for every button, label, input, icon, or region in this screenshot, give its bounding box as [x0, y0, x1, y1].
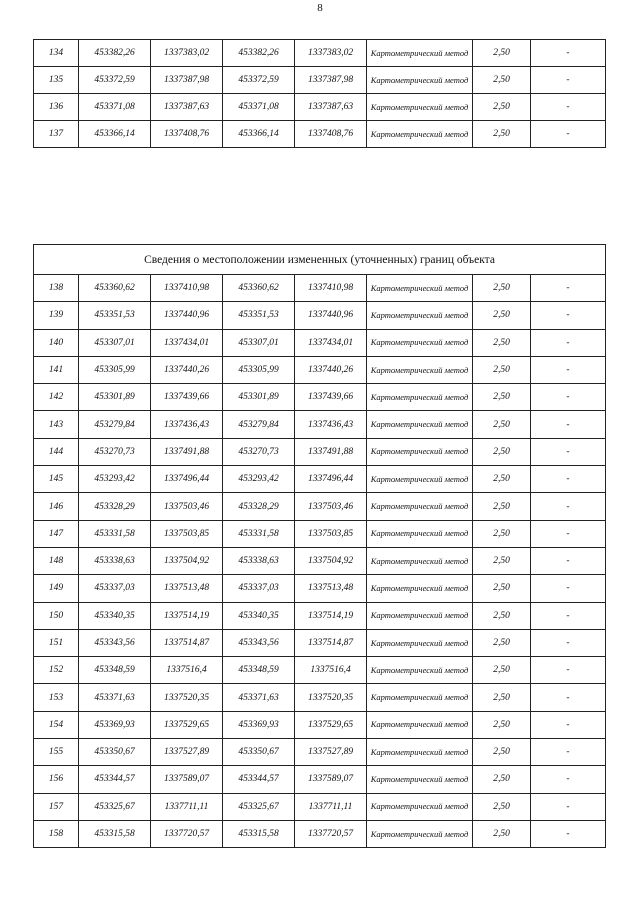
cell-x-existing: 453338,63 — [79, 547, 151, 574]
cell-method: Картометрический метод — [367, 411, 473, 438]
cell-description: - — [531, 793, 606, 820]
cell-x-new: 453270,73 — [223, 438, 295, 465]
cell-accuracy: 2,50 — [473, 575, 531, 602]
cell-accuracy: 2,50 — [473, 302, 531, 329]
cell-x-existing: 453305,99 — [79, 356, 151, 383]
cell-description: - — [531, 657, 606, 684]
cell-y-existing: 1337440,26 — [151, 356, 223, 383]
cell-accuracy: 2,50 — [473, 547, 531, 574]
table-row — [34, 629, 606, 656]
cell-accuracy: 2,50 — [473, 411, 531, 438]
cell-description: - — [531, 766, 606, 793]
cell-point-number: 147 — [34, 520, 79, 547]
cell-x-new: 453351,53 — [223, 302, 295, 329]
cell-description: - — [531, 302, 606, 329]
cell-method: Картометрический метод — [367, 121, 473, 148]
cell-x-new: 453366,14 — [223, 121, 295, 148]
cell-method: Картометрический метод — [367, 629, 473, 656]
cell-y-new: 1337503,85 — [295, 520, 367, 547]
cell-accuracy: 2,50 — [473, 121, 531, 148]
cell-x-new: 453301,89 — [223, 384, 295, 411]
table-row — [34, 684, 606, 711]
cell-x-existing: 453340,35 — [79, 602, 151, 629]
table-row — [34, 711, 606, 738]
cell-y-new: 1337513,48 — [295, 575, 367, 602]
cell-method: Картометрический метод — [367, 820, 473, 847]
cell-y-existing: 1337436,43 — [151, 411, 223, 438]
cell-y-new: 1337408,76 — [295, 121, 367, 148]
cell-y-new: 1337529,65 — [295, 711, 367, 738]
cell-accuracy: 2,50 — [473, 766, 531, 793]
cell-accuracy: 2,50 — [473, 493, 531, 520]
cell-description: - — [531, 684, 606, 711]
cell-y-existing: 1337496,44 — [151, 466, 223, 493]
cell-method: Картометрический метод — [367, 275, 473, 302]
cell-method: Картометрический метод — [367, 739, 473, 766]
cell-accuracy: 2,50 — [473, 329, 531, 356]
cell-y-existing: 1337711,11 — [151, 793, 223, 820]
cell-x-existing: 453337,03 — [79, 575, 151, 602]
cell-y-new: 1337496,44 — [295, 466, 367, 493]
cell-method: Картометрический метод — [367, 602, 473, 629]
cell-description: - — [531, 67, 606, 94]
cell-x-new: 453305,99 — [223, 356, 295, 383]
table-row — [34, 302, 606, 329]
cell-method: Картометрический метод — [367, 793, 473, 820]
cell-y-new: 1337410,98 — [295, 275, 367, 302]
cell-description: - — [531, 411, 606, 438]
cell-point-number: 155 — [34, 739, 79, 766]
table-body — [34, 40, 606, 148]
cell-y-existing: 1337387,98 — [151, 67, 223, 94]
cell-point-number: 150 — [34, 602, 79, 629]
cell-point-number: 152 — [34, 657, 79, 684]
table-row — [34, 94, 606, 121]
cell-description: - — [531, 820, 606, 847]
cell-point-number: 151 — [34, 629, 79, 656]
cell-x-existing: 453348,59 — [79, 657, 151, 684]
cell-accuracy: 2,50 — [473, 384, 531, 411]
cell-method: Картометрический метод — [367, 575, 473, 602]
coordinates-table-changed-boundaries — [33, 244, 606, 848]
table-body — [34, 245, 606, 848]
cell-y-new: 1337514,19 — [295, 602, 367, 629]
cell-x-existing: 453270,73 — [79, 438, 151, 465]
cell-x-new: 453337,03 — [223, 575, 295, 602]
cell-method: Картометрический метод — [367, 493, 473, 520]
cell-y-existing: 1337514,87 — [151, 629, 223, 656]
table-row — [34, 356, 606, 383]
cell-x-existing: 453343,56 — [79, 629, 151, 656]
cell-accuracy: 2,50 — [473, 657, 531, 684]
cell-y-new: 1337436,43 — [295, 411, 367, 438]
cell-accuracy: 2,50 — [473, 820, 531, 847]
cell-description: - — [531, 40, 606, 67]
cell-y-new: 1337520,35 — [295, 684, 367, 711]
cell-description: - — [531, 520, 606, 547]
table-row — [34, 384, 606, 411]
cell-y-existing: 1337520,35 — [151, 684, 223, 711]
cell-accuracy: 2,50 — [473, 466, 531, 493]
table-row — [34, 547, 606, 574]
cell-x-existing: 453371,63 — [79, 684, 151, 711]
cell-x-new: 453369,93 — [223, 711, 295, 738]
cell-x-existing: 453315,58 — [79, 820, 151, 847]
cell-y-existing: 1337491,88 — [151, 438, 223, 465]
cell-x-existing: 453344,57 — [79, 766, 151, 793]
table-row — [34, 67, 606, 94]
cell-y-new: 1337440,26 — [295, 356, 367, 383]
page-number: 8 — [317, 2, 323, 14]
cell-point-number: 140 — [34, 329, 79, 356]
cell-accuracy: 2,50 — [473, 275, 531, 302]
cell-y-existing: 1337408,76 — [151, 121, 223, 148]
cell-y-new: 1337589,07 — [295, 766, 367, 793]
cell-method: Картометрический метод — [367, 302, 473, 329]
cell-point-number: 138 — [34, 275, 79, 302]
table-row — [34, 575, 606, 602]
cell-y-existing: 1337439,66 — [151, 384, 223, 411]
cell-x-new: 453279,84 — [223, 411, 295, 438]
cell-description: - — [531, 384, 606, 411]
cell-point-number: 148 — [34, 547, 79, 574]
cell-x-new: 453325,67 — [223, 793, 295, 820]
cell-y-existing: 1337720,57 — [151, 820, 223, 847]
section-header-row — [34, 245, 606, 275]
cell-method: Картометрический метод — [367, 520, 473, 547]
cell-point-number: 135 — [34, 67, 79, 94]
cell-point-number: 157 — [34, 793, 79, 820]
cell-description: - — [531, 602, 606, 629]
cell-y-existing: 1337440,96 — [151, 302, 223, 329]
cell-y-new: 1337439,66 — [295, 384, 367, 411]
table-row — [34, 766, 606, 793]
cell-y-new: 1337720,57 — [295, 820, 367, 847]
cell-x-new: 453371,63 — [223, 684, 295, 711]
cell-accuracy: 2,50 — [473, 629, 531, 656]
cell-x-new: 453371,08 — [223, 94, 295, 121]
cell-y-existing: 1337513,48 — [151, 575, 223, 602]
cell-y-existing: 1337514,19 — [151, 602, 223, 629]
cell-point-number: 145 — [34, 466, 79, 493]
table-row — [34, 438, 606, 465]
cell-x-new: 453307,01 — [223, 329, 295, 356]
cell-y-new: 1337527,89 — [295, 739, 367, 766]
cell-x-existing: 453369,93 — [79, 711, 151, 738]
cell-accuracy: 2,50 — [473, 67, 531, 94]
cell-method: Картометрический метод — [367, 67, 473, 94]
cell-y-new: 1337387,98 — [295, 67, 367, 94]
cell-method: Картометрический метод — [367, 356, 473, 383]
cell-y-existing: 1337503,85 — [151, 520, 223, 547]
table-row — [34, 466, 606, 493]
coordinates-table-top — [33, 39, 606, 148]
cell-x-new: 453340,35 — [223, 602, 295, 629]
table-row — [34, 40, 606, 67]
table-row — [34, 820, 606, 847]
cell-method: Картометрический метод — [367, 384, 473, 411]
cell-method: Картометрический метод — [367, 684, 473, 711]
cell-description: - — [531, 438, 606, 465]
cell-point-number: 143 — [34, 411, 79, 438]
cell-y-existing: 1337504,92 — [151, 547, 223, 574]
table-row — [34, 739, 606, 766]
cell-point-number: 156 — [34, 766, 79, 793]
cell-method: Картометрический метод — [367, 438, 473, 465]
cell-y-existing: 1337529,65 — [151, 711, 223, 738]
cell-y-new: 1337711,11 — [295, 793, 367, 820]
cell-x-new: 453360,62 — [223, 275, 295, 302]
cell-method: Картометрический метод — [367, 329, 473, 356]
cell-description: - — [531, 547, 606, 574]
cell-point-number: 146 — [34, 493, 79, 520]
cell-y-existing: 1337516,4 — [151, 657, 223, 684]
cell-method: Картометрический метод — [367, 657, 473, 684]
cell-accuracy: 2,50 — [473, 356, 531, 383]
cell-method: Картометрический метод — [367, 94, 473, 121]
cell-point-number: 136 — [34, 94, 79, 121]
cell-point-number: 142 — [34, 384, 79, 411]
table-row — [34, 602, 606, 629]
cell-point-number: 158 — [34, 820, 79, 847]
cell-x-existing: 453372,59 — [79, 67, 151, 94]
cell-y-existing: 1337589,07 — [151, 766, 223, 793]
cell-y-existing: 1337383,02 — [151, 40, 223, 67]
cell-y-new: 1337503,46 — [295, 493, 367, 520]
cell-x-new: 453344,57 — [223, 766, 295, 793]
cell-accuracy: 2,50 — [473, 94, 531, 121]
cell-x-new: 453372,59 — [223, 67, 295, 94]
cell-y-new: 1337504,92 — [295, 547, 367, 574]
cell-method: Картометрический метод — [367, 711, 473, 738]
cell-y-existing: 1337503,46 — [151, 493, 223, 520]
cell-method: Картометрический метод — [367, 766, 473, 793]
cell-x-existing: 453382,26 — [79, 40, 151, 67]
table-row — [34, 493, 606, 520]
cell-point-number: 144 — [34, 438, 79, 465]
cell-x-new: 453343,56 — [223, 629, 295, 656]
cell-x-new: 453338,63 — [223, 547, 295, 574]
cell-accuracy: 2,50 — [473, 684, 531, 711]
cell-x-existing: 453279,84 — [79, 411, 151, 438]
cell-x-existing: 453325,67 — [79, 793, 151, 820]
table-row — [34, 329, 606, 356]
cell-x-existing: 453331,58 — [79, 520, 151, 547]
cell-x-existing: 453328,29 — [79, 493, 151, 520]
cell-x-new: 453348,59 — [223, 657, 295, 684]
cell-y-new: 1337387,63 — [295, 94, 367, 121]
cell-x-existing: 453360,62 — [79, 275, 151, 302]
cell-x-existing: 453350,67 — [79, 739, 151, 766]
cell-accuracy: 2,50 — [473, 793, 531, 820]
cell-description: - — [531, 739, 606, 766]
cell-x-existing: 453293,42 — [79, 466, 151, 493]
cell-y-new: 1337383,02 — [295, 40, 367, 67]
cell-description: - — [531, 575, 606, 602]
table-row — [34, 793, 606, 820]
cell-x-new: 453328,29 — [223, 493, 295, 520]
cell-description: - — [531, 275, 606, 302]
cell-point-number: 141 — [34, 356, 79, 383]
table-row — [34, 411, 606, 438]
cell-x-existing: 453351,53 — [79, 302, 151, 329]
cell-description: - — [531, 493, 606, 520]
cell-x-new: 453350,67 — [223, 739, 295, 766]
cell-accuracy: 2,50 — [473, 602, 531, 629]
cell-accuracy: 2,50 — [473, 711, 531, 738]
cell-y-new: 1337434,01 — [295, 329, 367, 356]
cell-method: Картометрический метод — [367, 547, 473, 574]
cell-y-existing: 1337434,01 — [151, 329, 223, 356]
cell-y-new: 1337440,96 — [295, 302, 367, 329]
cell-accuracy: 2,50 — [473, 739, 531, 766]
cell-y-new: 1337491,88 — [295, 438, 367, 465]
cell-description: - — [531, 711, 606, 738]
cell-y-new: 1337516,4 — [295, 657, 367, 684]
cell-description: - — [531, 329, 606, 356]
cell-point-number: 137 — [34, 121, 79, 148]
cell-description: - — [531, 121, 606, 148]
cell-x-new: 453315,58 — [223, 820, 295, 847]
cell-x-existing: 453307,01 — [79, 329, 151, 356]
cell-point-number: 139 — [34, 302, 79, 329]
cell-accuracy: 2,50 — [473, 520, 531, 547]
table-row — [34, 657, 606, 684]
cell-point-number: 149 — [34, 575, 79, 602]
cell-x-existing: 453366,14 — [79, 121, 151, 148]
cell-description: - — [531, 94, 606, 121]
cell-x-new: 453331,58 — [223, 520, 295, 547]
cell-x-existing: 453301,89 — [79, 384, 151, 411]
cell-description: - — [531, 466, 606, 493]
cell-accuracy: 2,50 — [473, 438, 531, 465]
table-row — [34, 121, 606, 148]
cell-method: Картометрический метод — [367, 466, 473, 493]
section-title: Сведения о местоположении измененных (уточненных) границ объекта — [34, 245, 606, 275]
cell-y-existing: 1337527,89 — [151, 739, 223, 766]
cell-description: - — [531, 356, 606, 383]
cell-x-existing: 453371,08 — [79, 94, 151, 121]
cell-method: Картометрический метод — [367, 40, 473, 67]
cell-point-number: 153 — [34, 684, 79, 711]
table-row — [34, 520, 606, 547]
cell-y-existing: 1337410,98 — [151, 275, 223, 302]
cell-x-new: 453382,26 — [223, 40, 295, 67]
cell-y-existing: 1337387,63 — [151, 94, 223, 121]
cell-point-number: 134 — [34, 40, 79, 67]
cell-point-number: 154 — [34, 711, 79, 738]
cell-accuracy: 2,50 — [473, 40, 531, 67]
table-row — [34, 275, 606, 302]
cell-description: - — [531, 629, 606, 656]
cell-x-new: 453293,42 — [223, 466, 295, 493]
cell-y-new: 1337514,87 — [295, 629, 367, 656]
